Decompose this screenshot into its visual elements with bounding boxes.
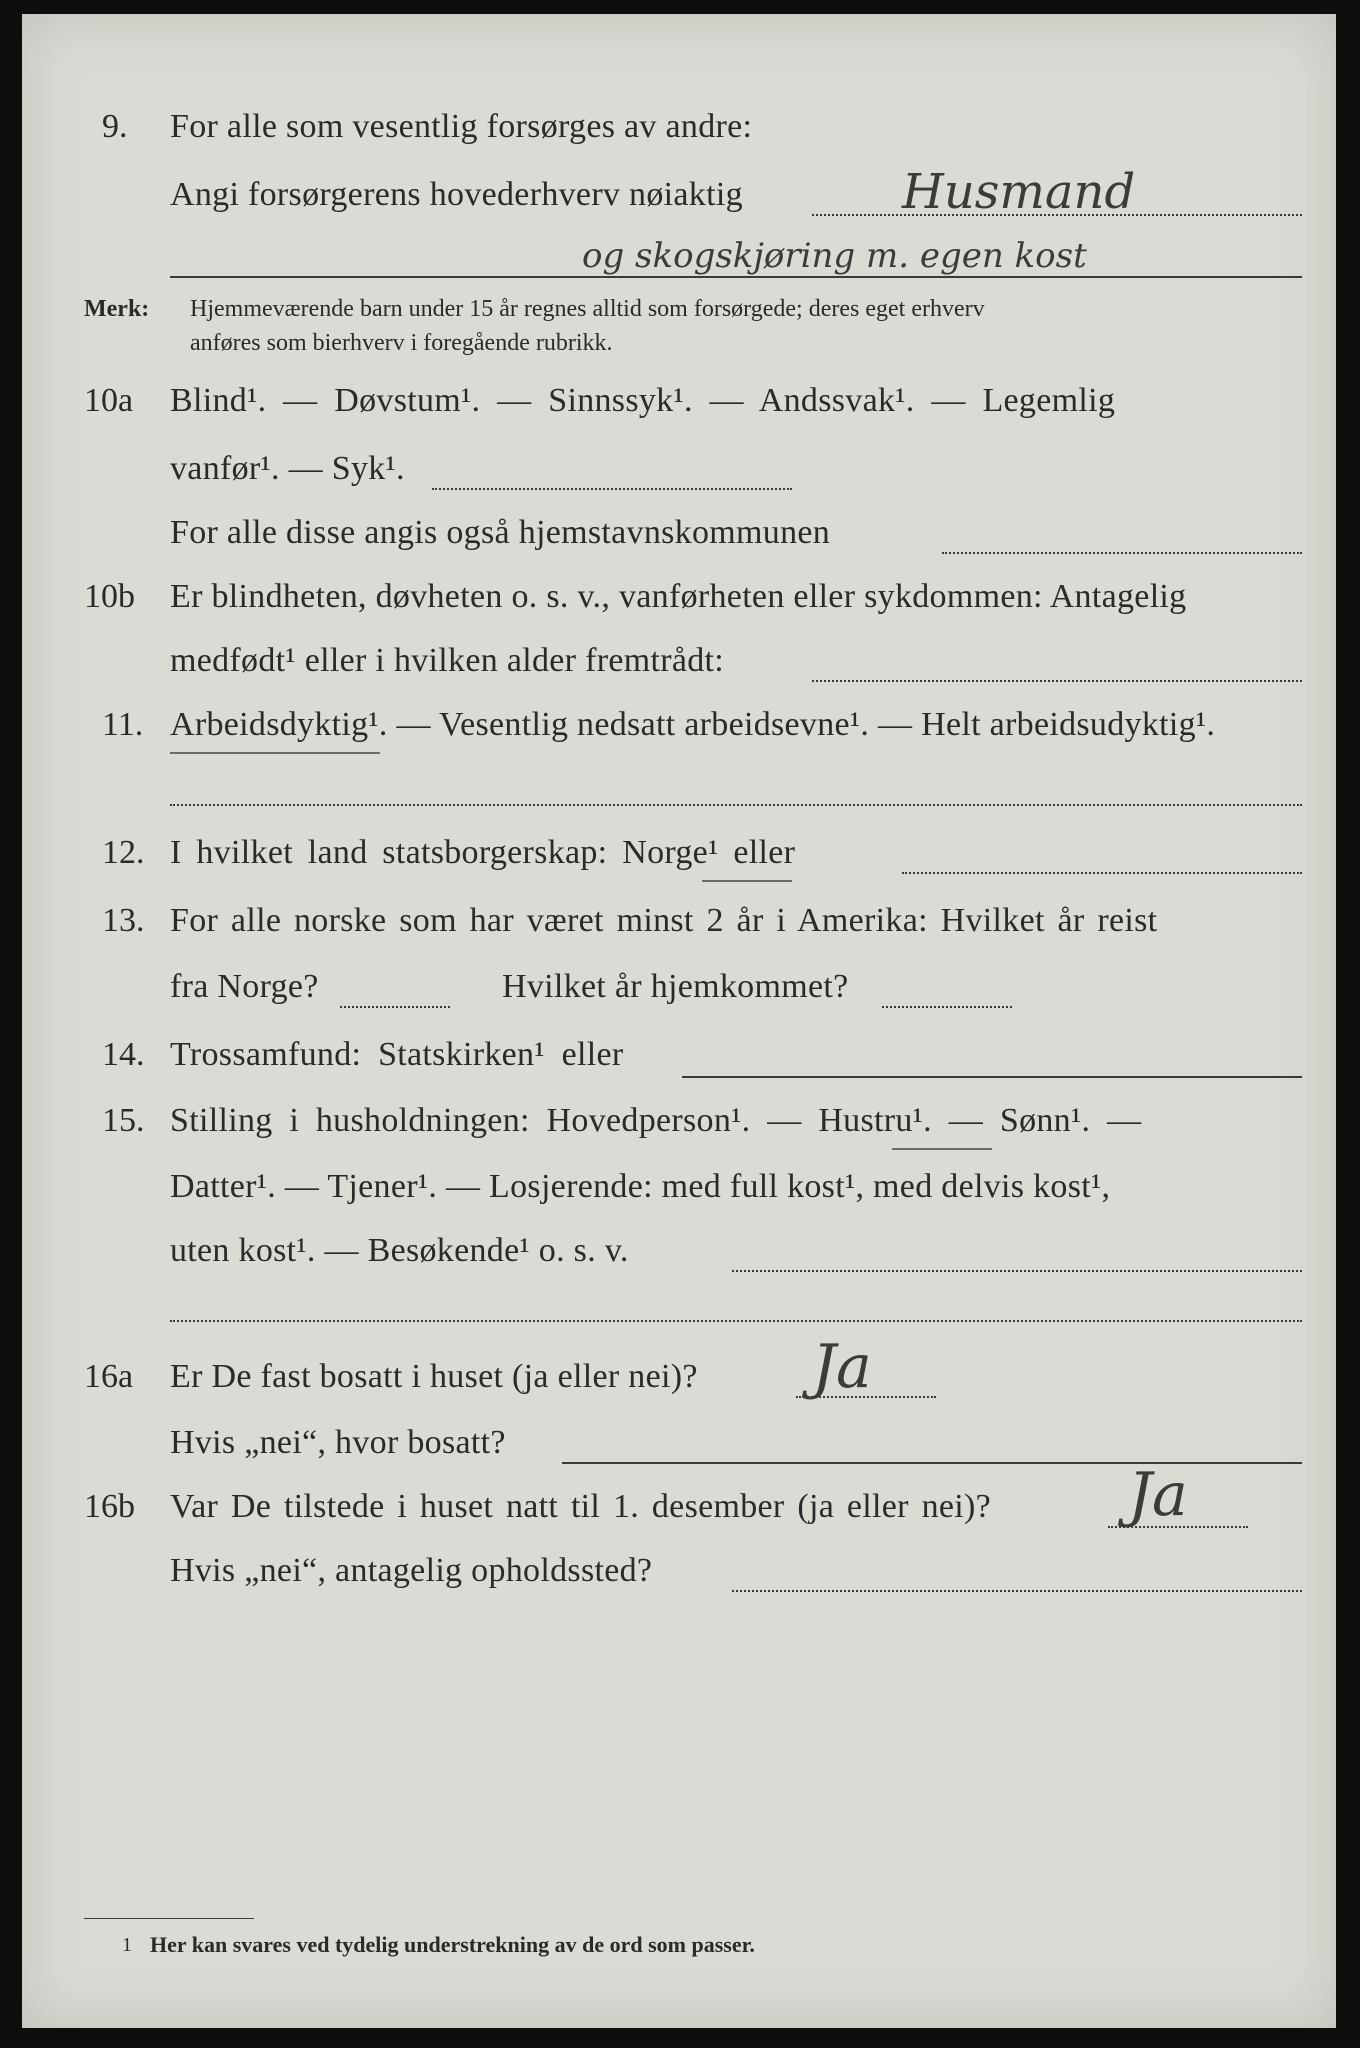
census-form-page [22, 14, 1336, 2028]
answer-line [170, 1320, 1302, 1322]
question-10b-text: Er blindheten, døvheten o. s. v., vanførheten eller sykdommen: Antagelig [170, 578, 1187, 615]
question-11-text: Arbeidsdyktig¹. — Vesentlig nedsatt arbeidsevne¹. — Helt arbeidsudyktig¹. [170, 706, 1216, 743]
footnote-mark: 1 [122, 1934, 132, 1956]
underline-mark [702, 880, 792, 882]
note-text: Hjemmeværende barn under 15 år regnes alltid som forsørgede; deres eget erhverv [190, 296, 985, 322]
question-number-16a: 16a [84, 1358, 134, 1395]
question-16b-text: Hvis „nei“, antagelig opholdssted? [170, 1552, 653, 1589]
question-14-text: Trossamfund: Statskirken¹ eller [170, 1036, 624, 1073]
answer-line [170, 276, 1302, 278]
question-13-text: For alle norske som har været minst 2 år i Amerika: Hvilket år reist [170, 902, 1158, 939]
question-10b-text: medfødt¹ eller i hvilken alder fremtrådt: [170, 642, 725, 679]
answer-line [432, 488, 792, 490]
question-10a-text: Blind¹. — Døvstum¹. — Sinnssyk¹. — Andssvak¹. — Legemlig [170, 382, 1116, 419]
note-label: Merk: [84, 296, 150, 322]
question-number-10a: 10a [84, 382, 134, 419]
underline-mark [170, 752, 380, 754]
question-number-12: 12. [102, 834, 145, 871]
answer-line [562, 1462, 1302, 1464]
question-15-text: Stilling i husholdningen: Hovedperson¹. — Hustru¹. — Sønn¹. — [170, 1102, 1142, 1139]
question-number-15: 15. [102, 1102, 145, 1139]
question-15-text: uten kost¹. — Besøkende¹ o. s. v. [170, 1232, 629, 1269]
question-9-text: For alle som vesentlig forsørges av andre: [170, 108, 753, 145]
question-16a-text: Er De fast bosatt i huset (ja eller nei)? [170, 1358, 698, 1395]
handwritten-answer-16b: Ja [1128, 1460, 1188, 1530]
question-number-11: 11. [102, 706, 144, 743]
footnote-divider [84, 1918, 254, 1919]
answer-line [170, 804, 1302, 806]
answer-line [942, 552, 1302, 554]
answer-line [732, 1590, 1302, 1592]
handwritten-answer-16a: Ja [812, 1332, 872, 1402]
question-number-13: 13. [102, 902, 145, 939]
underline-mark [892, 1148, 992, 1150]
answer-line [882, 1006, 1012, 1008]
answer-line [812, 680, 1302, 682]
question-15-text: Datter¹. — Tjener¹. — Losjerende: med full kost¹, med delvis kost¹, [170, 1168, 1111, 1205]
answer-line [732, 1270, 1302, 1272]
footnote-text: Her kan svares ved tydelig understrekning av de ord som passer. [150, 1932, 755, 1957]
question-number-9: 9. [102, 108, 128, 145]
question-10a-text: For alle disse angis også hjemstavnskommunen [170, 514, 831, 551]
question-10a-text: vanfør¹. — Syk¹. [170, 450, 405, 487]
answer-line [682, 1076, 1302, 1078]
question-9-prompt: Angi forsørgerens hovederhverv nøiaktig [170, 176, 743, 213]
question-13-text: Hvilket år hjemkommet? [502, 968, 849, 1005]
question-16a-text: Hvis „nei“, hvor bosatt? [170, 1424, 506, 1461]
answer-line [340, 1006, 450, 1008]
question-number-16b: 16b [84, 1488, 135, 1525]
question-12-text: I hvilket land statsborgerskap: Norge¹ eller [170, 834, 796, 871]
answer-line [902, 872, 1302, 874]
handwritten-answer-9b: og skogskjøring m. egen kost [582, 236, 1087, 276]
question-16b-text: Var De tilstede i huset natt til 1. desember (ja eller nei)? [170, 1488, 992, 1525]
question-number-14: 14. [102, 1036, 145, 1073]
question-13-text: fra Norge? [170, 968, 319, 1005]
note-text: anføres som bierhverv i foregående rubrikk. [190, 330, 613, 356]
handwritten-answer-9a: Husmand [902, 164, 1136, 220]
question-number-10b: 10b [84, 578, 135, 615]
